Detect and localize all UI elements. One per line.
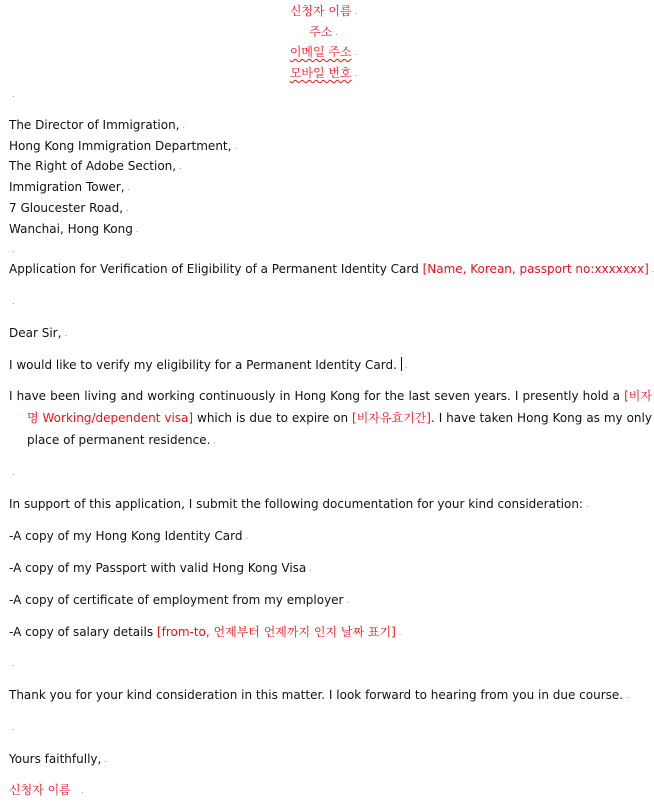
empty-paragraph xyxy=(9,294,15,309)
expiry-placeholder: [비자유효기간] xyxy=(352,411,431,425)
document-item: -A copy of salary details [from-to, 언제부터 언제까지 인지 날짜 표기] . xyxy=(9,625,402,639)
header-applicant-name: 신청자 이름 . xyxy=(289,4,358,18)
addressee-line-3: The Right of Adobe Section, . xyxy=(9,159,182,173)
paragraph-mark: . xyxy=(12,245,15,254)
header-mobile: 모바일 번호 . xyxy=(289,66,358,80)
paragraph-mark: . xyxy=(234,142,237,151)
paragraph-mark: . xyxy=(398,628,402,637)
sign-off: Yours faithfully, . xyxy=(9,752,107,766)
visa-placeholder: [비자명 Working/dependent visa] xyxy=(27,389,652,425)
paragraph-mark: . xyxy=(213,436,216,445)
support-intro: In support of this application, I submit the following documentation for your kind consideration: . xyxy=(9,497,589,511)
empty-paragraph xyxy=(9,720,15,735)
paragraph-mark: . xyxy=(335,28,338,37)
paragraph-mark: . xyxy=(126,204,129,213)
paragraph-mark: . xyxy=(309,564,312,573)
paragraph-mark: . xyxy=(404,361,408,370)
closing-paragraph: Thank you for your kind consideration in this matter. I look forward to hearing from you in due course. . xyxy=(9,688,629,702)
signature-name: 신청자 이름 . xyxy=(9,783,84,797)
salary-placeholder: [from-to, 언제부터 언제까지 인지 날짜 표기] xyxy=(156,625,396,639)
paragraph-mark: . xyxy=(354,7,358,16)
paragraph-mark: . xyxy=(64,329,67,338)
addressee-line-5: 7 Gloucester Road, . xyxy=(9,201,129,215)
document-item: -A copy of certificate of employment from my employer . xyxy=(9,593,350,607)
paragraph-mark: . xyxy=(182,121,186,130)
paragraph-mark: . xyxy=(12,90,15,99)
subject-placeholder: [Name, Korean, passport no:xxxxxxx] xyxy=(422,262,649,276)
paragraph-mark: . xyxy=(585,500,589,509)
body-paragraph: I have been living and working continuously in Hong Kong for the last seven years. I presently hold a [비자명 Working/dependent visa] which is due to expire on [비자유효기간]. I have taken Hong Kong as my only place of permanent residence. . xyxy=(9,389,652,447)
paragraph-mark: . xyxy=(127,183,131,192)
paragraph-mark: . xyxy=(179,162,182,171)
paragraph-mark: . xyxy=(626,691,629,700)
paragraph-mark: . xyxy=(245,532,249,541)
paragraph-mark: . xyxy=(354,69,358,78)
intro-paragraph: I would like to verify my eligibility for a Permanent Identity Card. . xyxy=(9,358,408,372)
header-address: 주소 . xyxy=(309,25,338,39)
addressee-line-2: Hong Kong Immigration Department, . xyxy=(9,139,237,153)
addressee-line-6: Wanchai, Hong Kong . xyxy=(9,222,139,236)
paragraph-mark: . xyxy=(12,659,15,668)
paragraph-mark: . xyxy=(12,723,15,732)
salutation: Dear Sir, . xyxy=(9,326,67,340)
paragraph-mark: . xyxy=(104,755,107,764)
header-email: 이메일 주소 . xyxy=(289,45,358,59)
document-item: -A copy of my Hong Kong Identity Card . xyxy=(9,529,249,543)
paragraph-mark: . xyxy=(12,297,15,306)
document-item: -A copy of my Passport with valid Hong Kong Visa . xyxy=(9,561,312,575)
paragraph-mark: . xyxy=(346,596,350,605)
paragraph-mark: . xyxy=(12,468,15,477)
paragraph-mark: . xyxy=(135,225,139,234)
paragraph-mark: . xyxy=(354,48,358,57)
empty-paragraph xyxy=(9,656,15,671)
empty-paragraph xyxy=(9,87,15,102)
empty-paragraph xyxy=(9,242,15,257)
empty-paragraph xyxy=(9,465,15,480)
subject-line: Application for Verification of Eligibility of a Permanent Identity Card [Name, Korean, passport no:xxxxxxx] xyxy=(9,262,654,277)
text-cursor xyxy=(401,357,402,371)
paragraph-mark: . xyxy=(81,786,84,795)
addressee-line-4: Immigration Tower, . xyxy=(9,180,131,194)
addressee-line-1: The Director of Immigration, . xyxy=(9,118,186,132)
